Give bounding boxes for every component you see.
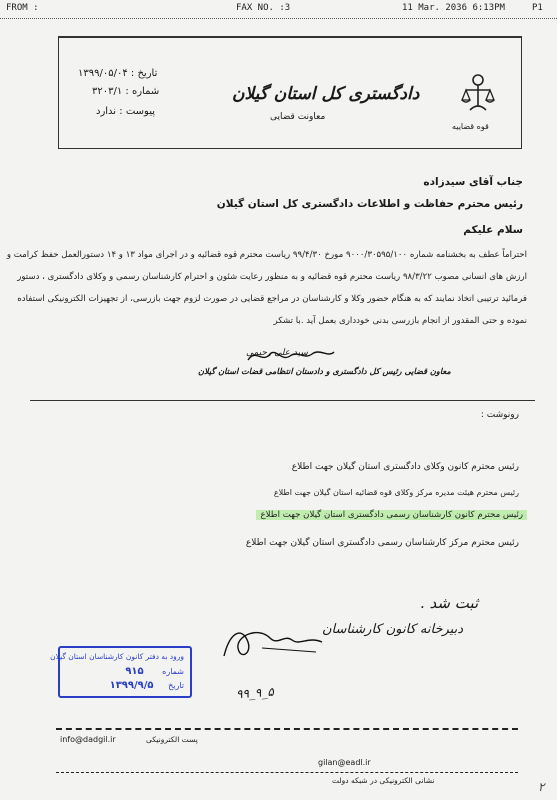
org-subtitle: معاونت قضایی bbox=[270, 112, 326, 122]
body-line: فرمائید ترتیبی اتخاذ نمایند که به هنگام حضور وکلا و کارشناسان در مراجع قضایی در صورت لزوم جهت بازرسی، از تجهیزات الکترونیکی استفاده bbox=[17, 294, 527, 304]
handwritten-date: ۹۹_۹_۵ bbox=[235, 684, 275, 702]
fax-page: P1 bbox=[532, 3, 543, 13]
signature-title: معاون قضایی رئیس کل دادگستری و دادستان انتظامی قضات استان گیلان bbox=[198, 366, 451, 376]
header-number bbox=[92, 86, 159, 97]
addressee: جناب آقای سیدزاده bbox=[423, 176, 523, 188]
emblem-caption: قوه قضاییه bbox=[452, 122, 489, 131]
date-label: تاریخ : bbox=[130, 68, 158, 79]
footer-divider-bottom bbox=[56, 772, 518, 773]
page-mark: ۲ bbox=[538, 780, 545, 794]
stamp-number bbox=[125, 666, 184, 677]
body-line: احتراماً عطف به بخشنامه شماره ۹۰۰۰/۳۰۵۹۵/۱۰۰ مورخ ۹۹/۴/۳۰ ریاست محترم قوه قضائیه و در اجرای مواد ۱۳ و ۱۴ دستورالعمل حفظ کرامت و bbox=[6, 250, 527, 260]
fax-header bbox=[0, 3, 557, 17]
body-line: ارزش های انسانی مصوب ۹۸/۳/۲۲ ریاست محترم قوه قضائیه و به منظور رعایت شئون و احترام کارشناسان رسمی و وکلای دادگستری ، دستور bbox=[17, 272, 527, 282]
cc-item: رئیس محترم هیئت مدیره مرکز وکلای قوه قضائیه استان گیلان جهت اطلاع bbox=[273, 488, 519, 497]
fax-number: FAX NO. :3 bbox=[236, 3, 291, 13]
stamp-number-value: ۹۱۵ bbox=[125, 666, 144, 677]
stamp-number-label: شماره bbox=[162, 667, 184, 676]
fax-datetime: 11 Mar. 2036 6:13PM bbox=[402, 3, 505, 13]
stamp-title: ورود به دفتر کانون کارشناسان استان گیلان bbox=[50, 652, 184, 661]
footer-email-left-label: پست الکترونیکی bbox=[146, 735, 198, 744]
stamp-date bbox=[110, 680, 184, 691]
cc-item: رئیس محترم مرکز کارشناسان رسمی دادگستری استان گیلان جهت اطلاع bbox=[245, 538, 519, 548]
body-line: نموده و حتی المقدور از انجام بازرسی بدنی خودداری بعمل آید .با تشکر bbox=[273, 316, 527, 326]
greeting: سلام علیکم bbox=[463, 224, 523, 236]
receipt-stamp bbox=[50, 646, 192, 698]
header-date bbox=[78, 68, 157, 79]
fax-from: FROM : bbox=[6, 3, 39, 13]
footer-email-right: gilan@eadl.ir bbox=[318, 758, 371, 767]
stamp-date-label: تاریخ bbox=[168, 681, 184, 690]
footer-email-right-label: نشانی الکترونیکی در شبکه دولت bbox=[332, 776, 435, 785]
handwritten-secretariat: دبیرخانه کانون کارشناسان bbox=[322, 622, 463, 637]
handwritten-registered: ثبت شد . bbox=[420, 594, 479, 612]
date-value: ۱۳۹۹/۰۵/۰۴ bbox=[78, 68, 128, 79]
number-value: ۳۲۰۳/۱ bbox=[92, 86, 123, 97]
signature-divider bbox=[30, 400, 535, 401]
fax-divider bbox=[0, 18, 557, 19]
attachment-label: پیوست : bbox=[119, 106, 155, 117]
number-label: شماره : bbox=[125, 86, 160, 97]
addressee-position: رئیس محترم حفاظت و اطلاعات دادگستری کل استان گیلان bbox=[216, 198, 523, 210]
handwritten-signature-scribble bbox=[218, 618, 328, 664]
footer-divider-top bbox=[56, 728, 518, 730]
cc-heading: رونوشت : bbox=[480, 410, 519, 420]
signature-name: سید علی رحیمی bbox=[246, 348, 308, 358]
cc-item: رئیس محترم کانون وکلای دادگستری استان گیلان جهت اطلاع bbox=[291, 462, 519, 472]
attachment-value: ندارد bbox=[96, 106, 117, 117]
cc-item-highlighted: رئیس محترم کانون کارشناسان رسمی دادگستری استان گیلان جهت اطلاع bbox=[256, 510, 527, 520]
stamp-date-value: ۱۳۹۹/۹/۵ bbox=[109, 680, 154, 691]
header-attachment bbox=[96, 106, 155, 117]
footer-email-left: info@dadgil.ir bbox=[60, 735, 116, 744]
emblem-icon bbox=[458, 66, 498, 118]
org-title: دادگستری کل استان گیلان bbox=[232, 84, 420, 104]
